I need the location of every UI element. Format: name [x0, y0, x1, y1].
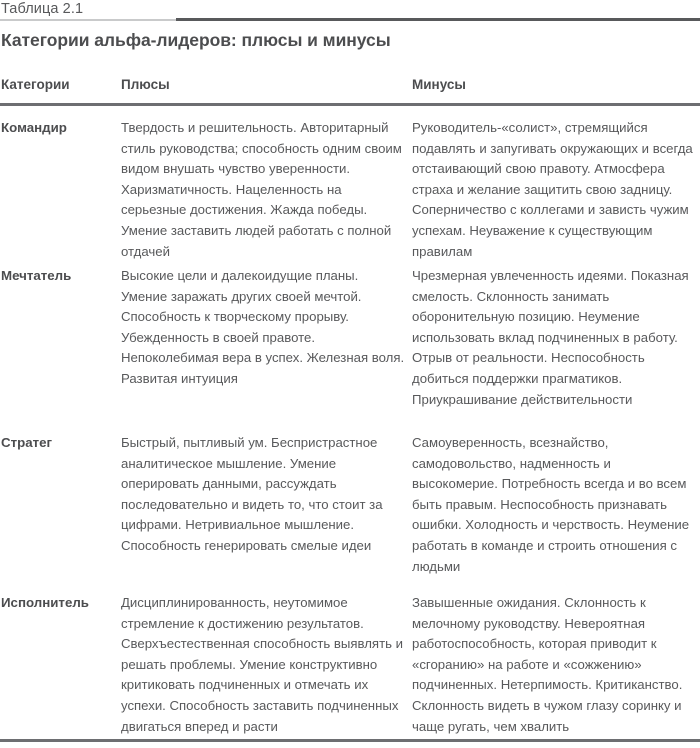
cell-pros: Быстрый, пытливый ум. Беспристрастное аналитическое мышление. Умение оперировать данными, рассуждать последовательно и видеть то, что стоит за цифрами. Нетривиальное мышление. Способность генерировать смелые идеи	[121, 435, 383, 553]
cell-pros: Дисциплинированность, неутомимое стремление к достижению результатов. Сверхъестественная способность выявлять и решать проблемы. Умение конструктивно критиковать подчиненных и отмечать их успехи. Способность заставить подчиненных двигаться вперед и расти	[121, 595, 404, 734]
table-row	[0, 266, 700, 433]
table-title: Категории альфа-лидеров: плюсы и минусы	[1, 30, 391, 50]
cell-cons: Руководитель-«солист», стремящийся подавлять и запугивать окружающих и всегда отстаивающий свою правоту. Атмосфера страха и желание защитить свою задницу. Соперничество с коллегами и зависть чужим успехам. Неуважение к существующим правилам	[412, 120, 693, 259]
cell-category: Мечтатель	[1, 268, 72, 283]
table-row	[0, 118, 700, 266]
table-header-row	[0, 76, 700, 103]
cell-cons: Чрезмерная увлеченность идеями. Показная смелость. Склонность занимать оборонительную позицию. Неумение использовать вклад подчиненных в работу. Отрыв от реальности. Неспособность добиться поддержки прагматиков. Приукрашивание действительности	[412, 268, 689, 407]
table-caption: Таблица 2.1	[1, 1, 84, 17]
table-row	[0, 433, 700, 593]
cell-pros: Твердость и решительность. Авторитарный стиль руководства; способность одним своим видом внушать чувство уверенности. Харизматичность. Нацеленность на серьезные достижения. Жажда победы. Умение заставить людей работать с полной отдачей	[121, 120, 402, 259]
column-header-pros: Плюсы	[121, 77, 170, 92]
cell-cons: Самоуверенность, всезнайство, самодовольство, надменность и высокомерие. Потребность всегда и во всем быть правым. Неспособность признавать ошибки. Холодность и черствость. Неумение работать в команде и строить отношения с людьми	[412, 435, 690, 574]
cell-category: Стратег	[1, 435, 53, 450]
column-header-cons: Минусы	[412, 77, 466, 92]
table-body	[0, 118, 700, 743]
header-separator-rule	[0, 103, 700, 106]
bottom-rule	[0, 739, 700, 742]
top-rule-light-segment	[0, 19, 176, 21]
cell-cons: Завышенные ожидания. Склонность к мелочному руководству. Невероятная работоспособность, которая приводит к «сгоранию» на работе и «сожжению» подчиненных. Нетерпимость. Критиканство. Склонность видеть в чужом глазу соринку и чаще ругать, чем хвалить	[412, 595, 683, 734]
cell-pros: Высокие цели и далекоидущие планы. Умение заражать других своей мечтой. Способность к творческому прорыву. Убежденность в своей правоте. Непоколебимая вера в успех. Железная воля. Развитая интуиция	[121, 268, 405, 386]
cell-category: Исполнитель	[1, 595, 89, 610]
column-header-category: Категории	[1, 77, 70, 92]
top-rule-dark-segment	[176, 18, 700, 21]
data-table	[0, 76, 700, 103]
table-row	[0, 593, 700, 743]
cell-category: Командир	[1, 120, 67, 135]
